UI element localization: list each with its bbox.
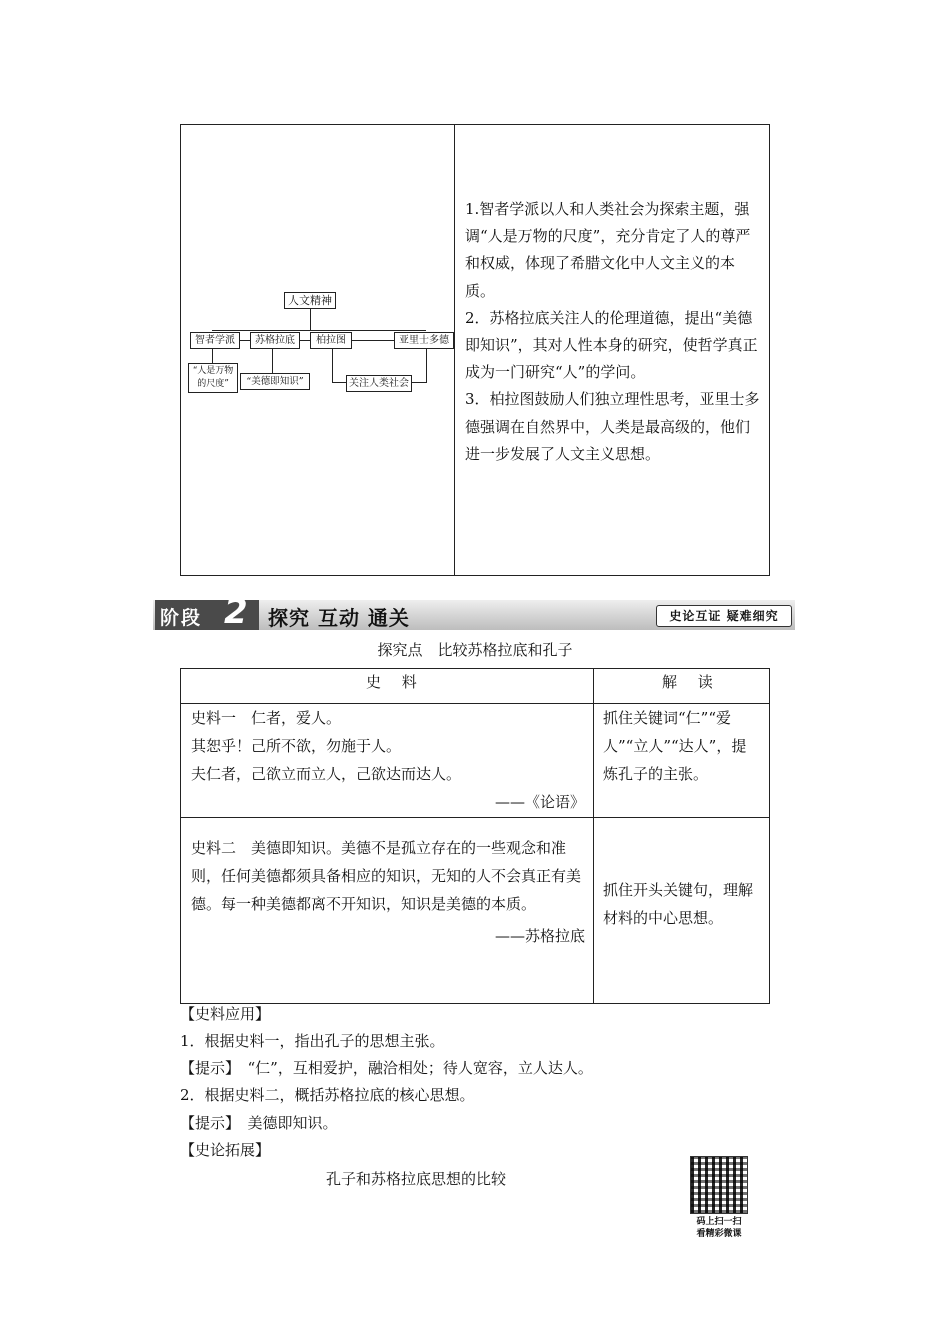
question: 2．根据史料二，概括苏格拉底的核心思想。 <box>180 1086 475 1104</box>
qr-code-icon[interactable] <box>690 1156 748 1214</box>
mindmap-arrow <box>352 340 394 341</box>
mindmap-root: 人文精神 <box>284 292 336 309</box>
inquiry-title: 探究点 比较苏格拉底和孔子 <box>377 641 573 659</box>
table-divider <box>180 817 770 818</box>
mindmap-connector <box>212 349 213 363</box>
mindmap-node-aristotle: 亚里士多德 <box>394 332 454 349</box>
mindmap-node-plato: 柏拉图 <box>310 332 352 349</box>
summary-point: 3．柏拉图鼓励人们独立理性思考，亚里士多德强调在自然界中，人类是最高级的，他们进一步发展了人文主义思想。 <box>465 390 760 463</box>
table-divider <box>593 668 594 1004</box>
mindmap-connector <box>310 309 311 331</box>
interpretation-cell: 抓住关键词“仁”“爱人”“立人”“达人”，提炼孔子的主张。 <box>603 709 747 783</box>
table-header-source: 史 料 <box>366 673 425 691</box>
mindmap <box>186 288 454 398</box>
mindmap-arrow <box>300 340 310 341</box>
question: 1．根据史料一，指出孔子的思想主张。 <box>180 1032 445 1050</box>
mindmap-connector <box>212 330 426 331</box>
mindmap-node-socrates: 苏格拉底 <box>250 332 300 349</box>
qr-caption-line: 看精彩微课 <box>696 1229 742 1239</box>
stage-tag: 史论互证 疑难细究 <box>656 605 792 627</box>
stage-title: 探究 互动 通关 <box>268 606 410 630</box>
interpretation-cell: 抓住开头关键句，理解材料的中心思想。 <box>603 881 754 927</box>
source-citation: ——《论语》 <box>494 793 585 811</box>
summary-point: 2．苏格拉底关注人的伦理道德，提出“美德即知识”，其对人性本身的研究，使哲学真正成为一门研究“人”的学问。 <box>465 308 758 382</box>
answer-hint: 【提示】 美德即知识。 <box>180 1114 338 1132</box>
summary-points <box>465 196 763 468</box>
qr-caption-line: 码上扫一扫 <box>696 1217 742 1227</box>
mindmap-connector <box>426 349 427 383</box>
source-line: 其恕乎！己所不欲，勿施于人。 <box>191 737 402 755</box>
table-header-reading: 解 读 <box>662 673 721 691</box>
mindmap-sub-measure: “人是万物的尺度” <box>188 363 238 393</box>
stage-label: 阶段 <box>160 607 203 629</box>
table-row <box>191 704 585 816</box>
source-line: 夫仁者，己欲立而立人，己欲达而达人。 <box>191 765 462 783</box>
mindmap-connector <box>332 349 333 383</box>
mindmap-connector <box>412 382 426 383</box>
table-row <box>191 834 585 950</box>
source-line: 史料二 美德即知识。美德不是孤立存在的一些观念和准则，任何美德都须具备相应的知识，无知的人不会真正有美德。每一种美德都离不开知识，知识是美德的本质。 <box>191 839 582 913</box>
mindmap-connector <box>332 382 346 383</box>
section-heading: 【史料应用】 <box>180 1005 271 1023</box>
summary-point: 1.智者学派以人和人类社会为探索主题，强调“人是万物的尺度”，充分肯定了人的尊严和权威，体现了希腊文化中人文主义的本质。 <box>465 200 751 300</box>
source-line: 史料一 仁者，爱人。 <box>191 709 342 727</box>
section-heading: 【史论拓展】 <box>180 1141 271 1159</box>
mindmap-arrow <box>240 340 250 341</box>
mindmap-node-sophists: 智者学派 <box>190 332 240 349</box>
source-citation: ——苏格拉底 <box>494 927 585 945</box>
comparison-subtitle: 孔子和苏格拉底思想的比较 <box>326 1170 507 1188</box>
mindmap-connector <box>272 349 273 373</box>
mindmap-sub-virtue: “美德即知识” <box>240 373 310 390</box>
qr-caption <box>680 1216 758 1240</box>
stage-number: 2 <box>224 592 248 632</box>
summary-table-divider <box>454 124 455 576</box>
answer-hint: 【提示】 “仁”，互相爱护，融洽相处；待人宽容，立人达人。 <box>180 1059 593 1077</box>
mindmap-sub-society: 关注人类社会 <box>346 375 412 392</box>
